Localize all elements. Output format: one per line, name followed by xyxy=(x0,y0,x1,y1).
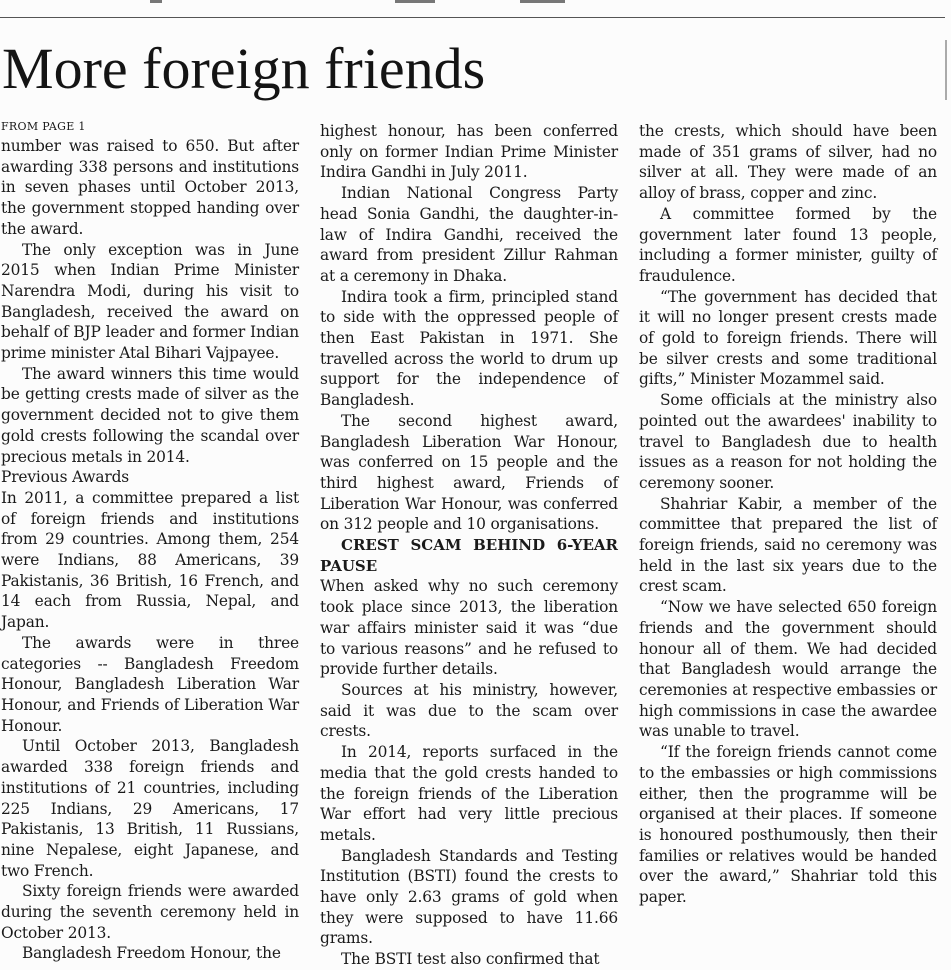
paragraph: The award winners this time would be getting crests made of silver as the government decided not to give them gold crests following the scandal over precious metals in 2014. xyxy=(1,364,299,466)
paragraph: Until October 2013, Bangladesh awarded 338 foreign friends and institutions of 21 countries, including 225 Indians, 29 Americans, 17 Pakistanis, 13 British, 11 Russians, nine Nepalese, eight Japanese, and two French. xyxy=(1,737,299,880)
paragraph: In 2011, a committee prepared a list of foreign friends and institutions from 29 countries. Among them, 254 were Indians, 88 Americans, 39 Pakistanis, 36 British, 16 French, and 14 each from Russia, Nepal, and Japan. xyxy=(1,488,299,632)
paragraph: Indira took a firm, principled stand to side with the oppressed people of then East Pakistan in 1971. She travelled across the world to drum up support for the independence of Bangladesh. xyxy=(320,287,618,410)
paragraph: The awards were in three categories -- Bangladesh Freedom Honour, Bangladesh Liberation War Honour, and Friends of Liberation War Honour. xyxy=(1,633,299,735)
paragraph: Sixty foreign friends were awarded during the seventh ceremony held in October 2013. xyxy=(1,882,299,942)
kicker: FROM PAGE 1 xyxy=(1,120,86,133)
paragraph: “The government has decided that it will no longer present crests made of gold to foreign friends. There will be silver crests and some traditional gifts,” Minister Mozammel said. xyxy=(639,287,937,389)
paragraph: The second highest award, Bangladesh Liberation War Honour, was conferred on 15 people and the third highest award, Friends of Liberation War Honour, was conferred on 312 people and 10 organisations. xyxy=(320,411,618,534)
article-column-2 xyxy=(320,121,618,970)
top-rule xyxy=(0,17,945,18)
article-column-1 xyxy=(1,121,299,964)
paragraph: highest honour, has been conferred only on former Indian Prime Minister Indira Gandhi in July 2011. xyxy=(320,122,618,182)
paragraph: In 2014, reports surfaced in the media that the gold crests handed to the foreign friends of the Liberation War effort had very little precious metals. xyxy=(320,743,618,844)
paragraph: Shahriar Kabir, a member of the committee that prepared the list of foreign friends, said no ceremony was held in the last six years due to the crest scam. xyxy=(639,494,937,596)
paragraph: Some officials at the ministry also pointed out the awardees' inability to travel to Bangladesh due to health issues as a reason for not holding the ceremony sooner. xyxy=(639,391,937,492)
headline: More foreign friends xyxy=(2,36,486,101)
paragraph: When asked why no such ceremony took place since 2013, the liberation war affairs minister said it was “due to various reasons” and he refused to provide further details. xyxy=(320,577,618,679)
section-label: Previous Awards xyxy=(1,468,130,487)
paragraph: “Now we have selected 650 foreign friends and the government should honour all of them. We had decided that Bangladesh would arrange the ceremonies at respective embassies or high commissions in case the awardee was unable to travel. xyxy=(639,598,937,741)
article-column-3 xyxy=(639,121,937,908)
paragraph: Bangladesh Standards and Testing Institution (BSTI) found the crests to have only 2.63 grams of gold when they were supposed to have 11.66 grams. xyxy=(320,846,618,948)
page-edge xyxy=(945,40,947,100)
paragraph: The only exception was in June 2015 when Indian Prime Minister Narendra Modi, during his visit to Bangladesh, received the award on behalf of BJP leader and former Indian prime minister Atal Bihari Vajpayee. xyxy=(1,240,299,363)
paragraph: number was raised to 650. But after awarding 338 persons and institutions in seven phases until October 2013, the government stopped handing over the award. xyxy=(1,137,299,238)
paragraph: “If the foreign friends cannot come to the embassies or high commissions either, then the programme will be organised at their places. If someone is honoured posthumously, then their families or relatives would be handed over the award,” Shahriar told this paper. xyxy=(639,743,937,907)
paragraph: the crests, which should have been made of 351 grams of silver, had no silver at all. They were made of an alloy of brass, copper and zinc. xyxy=(639,122,937,203)
paragraph: A committee formed by the government later found 13 people, including a former minister, guilty of fraudulence. xyxy=(639,204,937,285)
paragraph: Bangladesh Freedom Honour, the xyxy=(22,944,281,963)
paragraph: The BSTI test also confirmed that xyxy=(341,950,600,969)
paragraph: Indian National Congress Party head Sonia Gandhi, the daughter-in-law of Indira Gandhi, received the award from president Zillur Rahman at a ceremony in Dhaka. xyxy=(320,184,618,285)
paragraph: Sources at his ministry, however, said it was due to the scam over crests. xyxy=(320,680,618,741)
subheading: CREST SCAM BEHIND 6-YEAR PAUSE xyxy=(320,536,618,575)
